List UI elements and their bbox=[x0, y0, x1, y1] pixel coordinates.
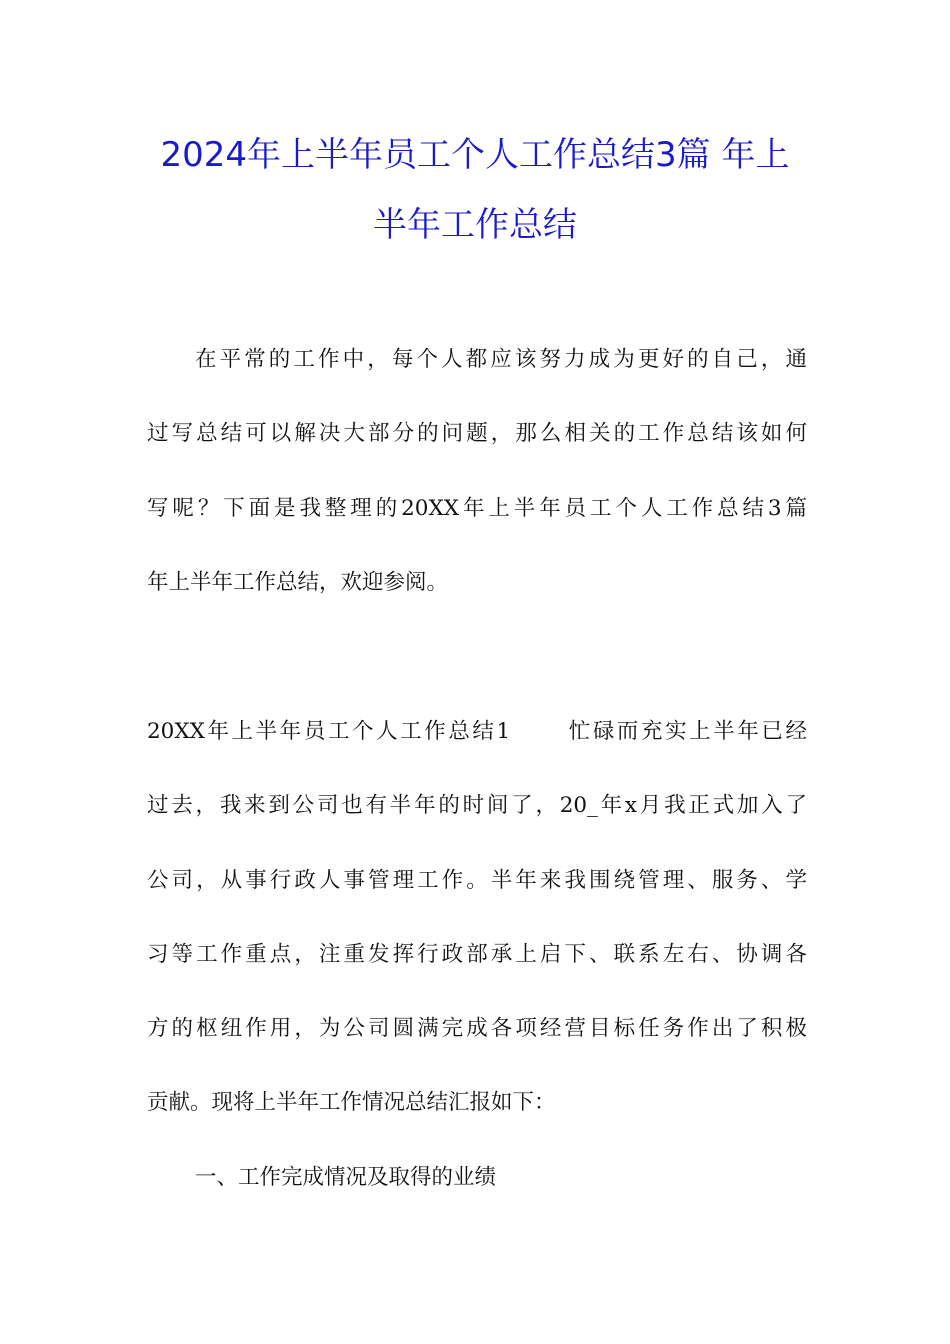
intro-line-2: 过写总结可以解决大部分的问题，那么相关的工作总结该如何 bbox=[147, 421, 807, 446]
section-1-line-5: 方的枢纽作用，为公司圆满完成各项经营目标任务作出了积极 bbox=[147, 1016, 807, 1041]
section-1-line-2: 过去，我来到公司也有半年的时间了，20_年x月我正式加入了 bbox=[147, 793, 807, 818]
document-title-line-1: 2024年上半年员工个人工作总结3篇 年上 bbox=[160, 135, 790, 175]
section-1-line-3: 公司，从事行政人事管理工作。半年来我围绕管理、服务、学 bbox=[147, 868, 807, 893]
section-1-line-1-text: 忙碌而充实上半年已经 bbox=[566, 719, 807, 744]
section-1-line-6: 贡献。现将上半年工作情况总结汇报如下： bbox=[147, 1090, 556, 1115]
section-1-heading: 20XX年上半年员工个人工作总结1 bbox=[147, 719, 511, 744]
subheading-1: 一、工作完成情况及取得的业绩 bbox=[195, 1165, 497, 1190]
section-1-line-4: 习等工作重点，注重发挥行政部承上启下、联系左右、协调各 bbox=[147, 942, 807, 967]
document-title-line-2: 半年工作总结 bbox=[373, 205, 577, 245]
intro-line-3: 写呢？下面是我整理的20XX年上半年员工个人工作总结3篇 bbox=[147, 496, 807, 521]
intro-line-1: 在平常的工作中，每个人都应该努力成为更好的自己，通 bbox=[195, 347, 807, 372]
intro-line-4: 年上半年工作总结，欢迎参阅。 bbox=[147, 570, 449, 595]
section-1-first-line bbox=[147, 717, 807, 747]
